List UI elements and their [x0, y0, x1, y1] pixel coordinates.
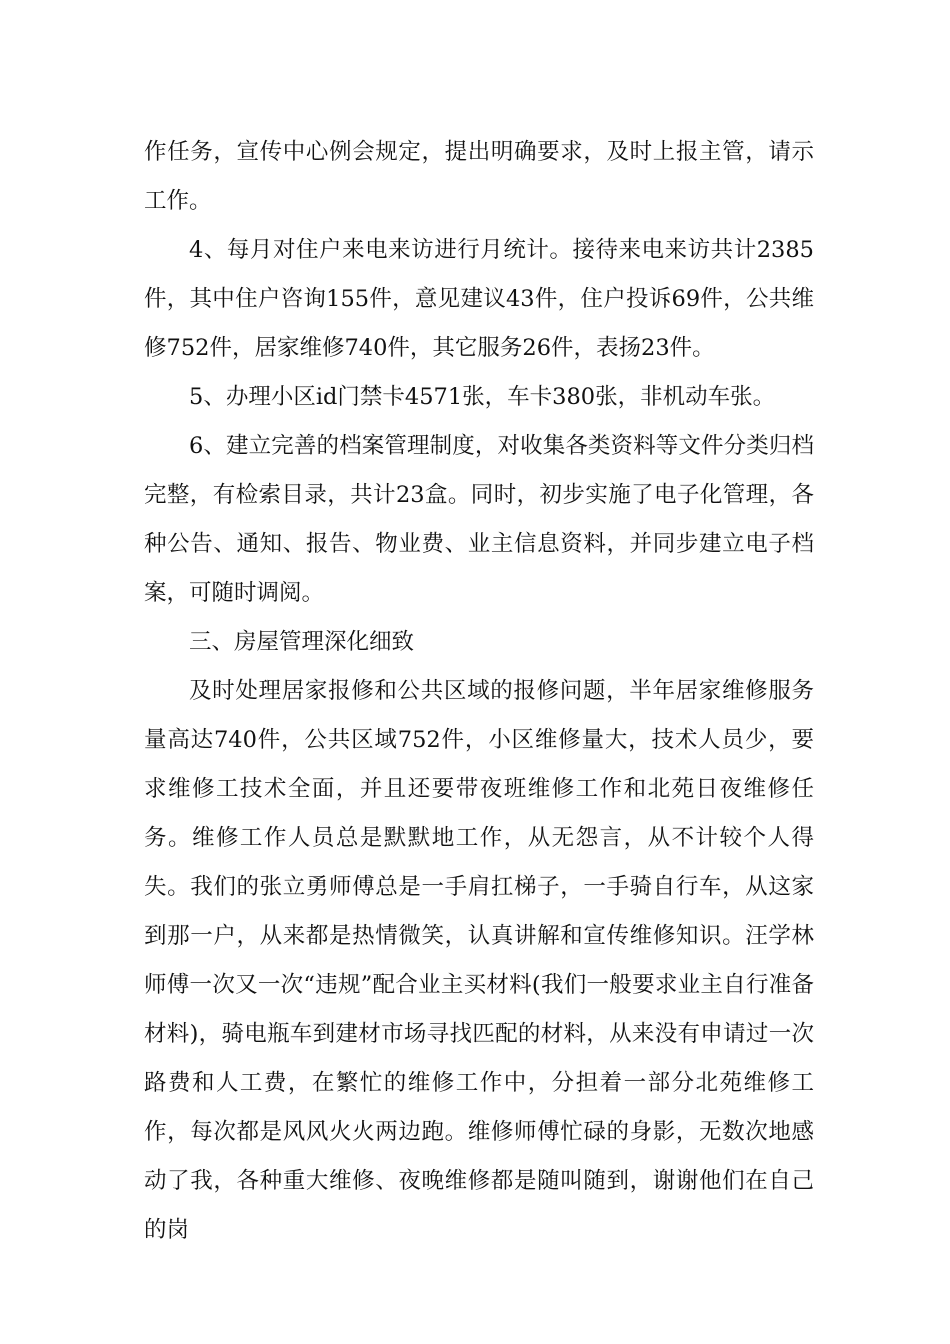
paragraph-item-5: 5、办理小区id门禁卡4571张，车卡380张，非机动车张。: [189, 384, 776, 410]
document-body: [144, 128, 814, 1255]
paragraph-housing-maintenance: 及时处理居家报修和公共区域的报修问题，半年居家维修服务量高达740件，公共区域752件，小区维修量大，技术人员少，要求维修工技术全面，并且还要带夜班维修工作和北苑日夜维修任务。维修工作人员总是默默地工作，从无怨言，从不计较个人得失。我们的张立勇师傅总是一手肩扛梯子，一手骑自行车，从这家到那一户，从来都是热情微笑，认真讲解和宣传维修知识。汪学林师傅一次又一次“违规”配合业主买材料(我们一般要求业主自行准备材料)，骑电瓶车到建材市场寻找匹配的材料，从来没有申请过一次路费和人工费，在繁忙的维修工作中，分担着一部分北苑维修工作，每次都是风风火火两边跑。维修师傅忙碌的身影，无数次地感动了我，各种重大维修、夜晚维修都是随叫随到，谢谢他们在自己的岗: [144, 678, 814, 1243]
section-heading-3: 三、房屋管理深化细致: [189, 629, 415, 655]
paragraph-item-4: 4、每月对住户来电来访进行月统计。接待来电来访共计2385件，其中住户咨询155件，意见建议43件，住户投诉69件，公共维修752件，居家维修740件，其它服务26件，表扬23件。: [144, 237, 814, 361]
paragraph-continuation: 作任务，宣传中心例会规定，提出明确要求，及时上报主管，请示工作。: [144, 139, 814, 214]
paragraph-item-6: 6、建立完善的档案管理制度，对收集各类资料等文件分类归档完整，有检索目录，共计23盒。同时，初步实施了电子化管理，各种公告、通知、报告、物业费、业主信息资料，并同步建立电子档案，可随时调阅。: [144, 433, 814, 606]
